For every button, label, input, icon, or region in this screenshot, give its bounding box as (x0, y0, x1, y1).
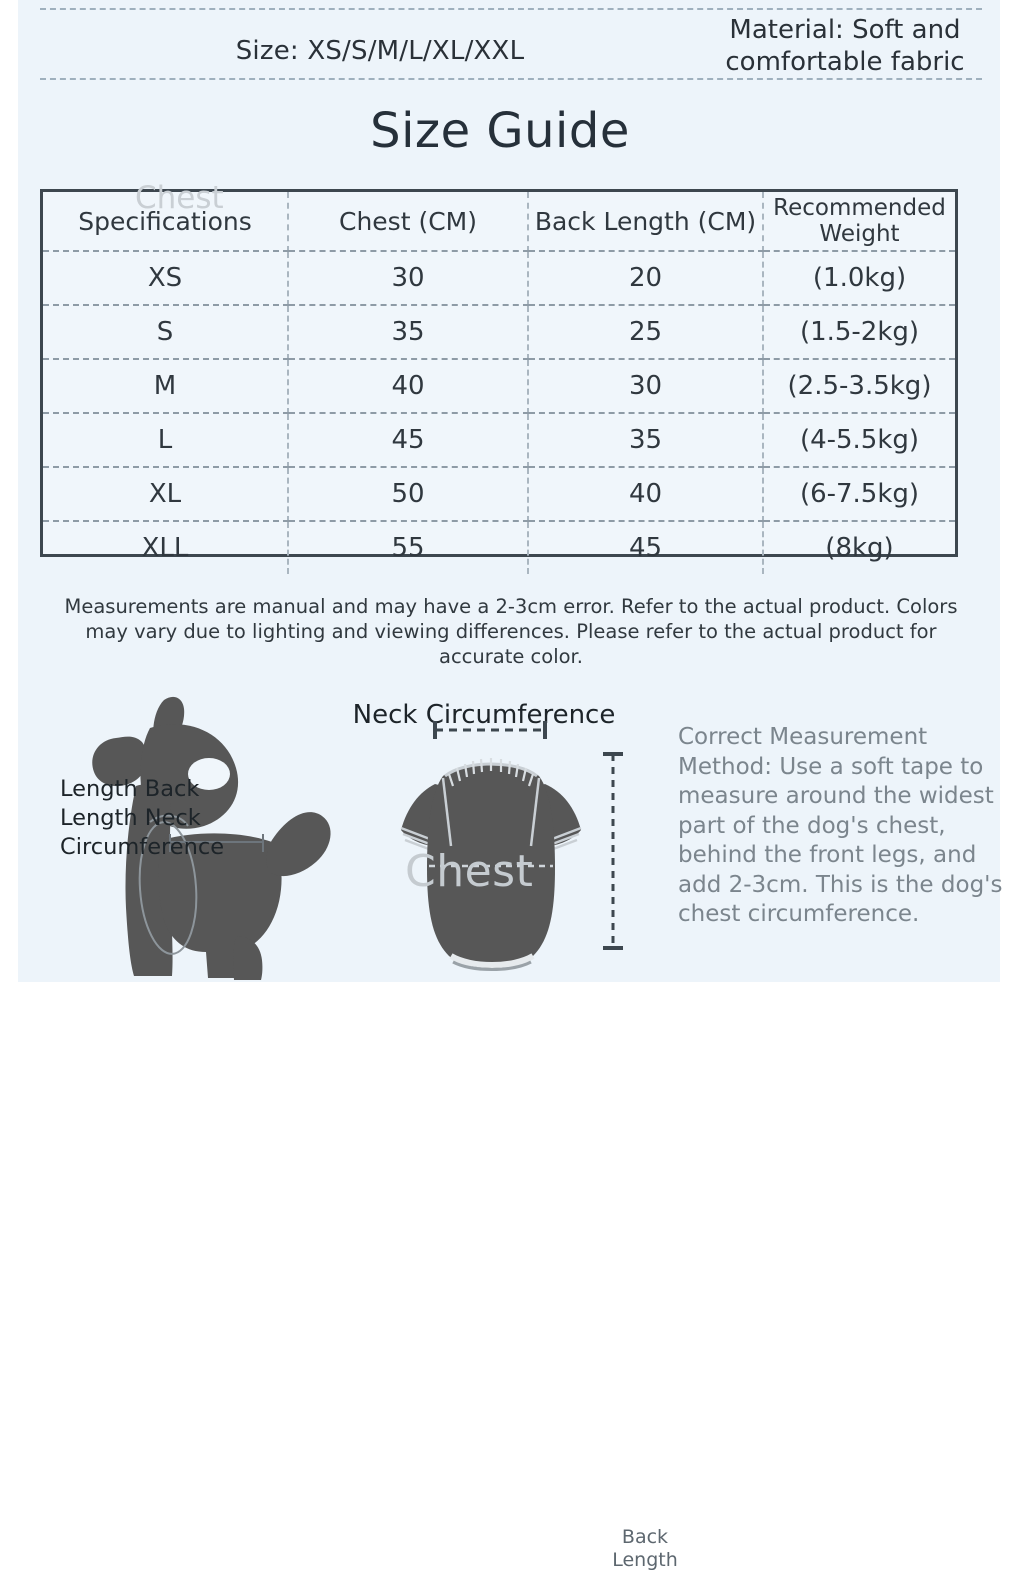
cell-spec: L (43, 413, 288, 467)
shirt-chest-label: Chest (405, 846, 534, 897)
neck-circumference-title: Neck Circumference (352, 700, 616, 730)
cell-spec: XL (43, 467, 288, 521)
dog-chest-label: Chest (135, 180, 224, 216)
cell-back: 30 (528, 359, 763, 413)
table-row (43, 251, 955, 305)
cell-chest: 40 (288, 359, 528, 413)
cell-chest: 35 (288, 305, 528, 359)
table-row (43, 521, 955, 574)
cell-weight: (1.0kg) (763, 251, 955, 305)
neck-measure-line (435, 721, 545, 739)
cell-chest: 55 (288, 521, 528, 574)
table-row (43, 359, 955, 413)
header-recommended-weight: Recommended Weight (763, 192, 955, 251)
cell-chest: 30 (288, 251, 528, 305)
measurement-method-text: Correct Measurement Method: Use a soft tape to measure around the widest part of the dog's chest, behind the front legs, and add 2-3cm. This is the dog's chest circumference. (678, 724, 1003, 927)
material-text: Material: Soft and comfortable fabric (725, 15, 965, 77)
size-range-text: Size: XS/S/M/L/XL/XXL (235, 36, 525, 66)
cell-back: 25 (528, 305, 763, 359)
cell-back: 35 (528, 413, 763, 467)
cell-spec: M (43, 359, 288, 413)
disclaimer-text: Measurements are manual and may have a 2-3cm error. Refer to the actual product. Colors may vary due to lighting and viewing differences. Please refer to the actual product for accurate color. (64, 595, 958, 668)
table-row (43, 467, 955, 521)
cell-weight: (1.5-2kg) (763, 305, 955, 359)
size-table (43, 192, 955, 574)
table-row (43, 413, 955, 467)
cell-back: 40 (528, 467, 763, 521)
cell-spec: XS (43, 251, 288, 305)
page-title: Size Guide (370, 103, 630, 159)
header-specifications: Specifications (43, 192, 288, 251)
back-length-label: Back Length (612, 1526, 678, 1571)
cell-chest: 45 (288, 413, 528, 467)
dog-measure-labels: Length Back Length Neck Circumference (60, 776, 225, 860)
top-banner (40, 8, 982, 80)
back-length-measure-line (603, 754, 623, 948)
cell-back: 45 (528, 521, 763, 574)
cell-chest: 50 (288, 467, 528, 521)
size-table-container (40, 189, 958, 563)
cell-back: 20 (528, 251, 763, 305)
cell-weight: (6-7.5kg) (763, 467, 955, 521)
header-chest: Chest (CM) (288, 192, 528, 251)
header-back-length: Back Length (CM) (528, 192, 763, 251)
cell-spec: XLL (43, 521, 288, 574)
cell-spec: S (43, 305, 288, 359)
cell-weight: (2.5-3.5kg) (763, 359, 955, 413)
cell-weight: (8kg) (825, 533, 894, 563)
table-row (43, 305, 955, 359)
cell-weight: (4-5.5kg) (763, 413, 955, 467)
